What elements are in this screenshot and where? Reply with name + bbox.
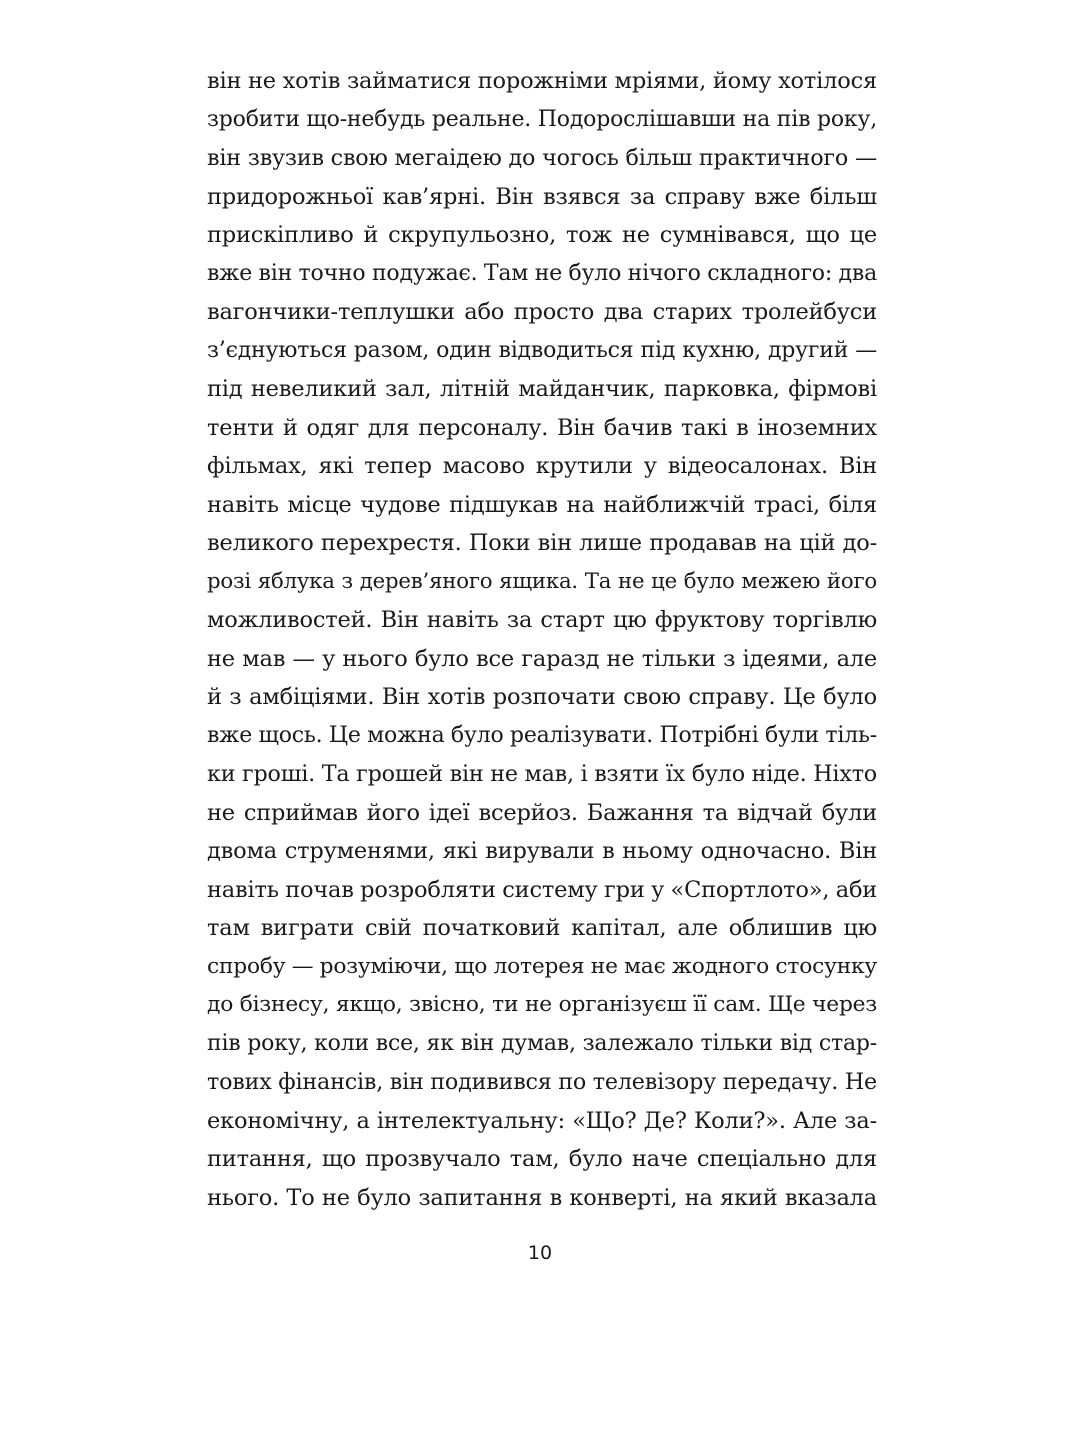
text-line: там виграти свій початковий капітал, але облишив цю xyxy=(207,915,877,941)
text-line: можливостей. Він навіть за старт цю фруктову торгівлю xyxy=(207,607,877,633)
text-line: спробу — розуміючи, що лотерея не має жодного стосунку xyxy=(207,953,877,979)
text-line: пів року, коли все, як він думав, залежало тільки від стар- xyxy=(207,1030,877,1056)
text-line: розі яблука з дерев’яного ящика. Та не це було межею його xyxy=(207,568,877,594)
text-line: придорожньої кав’ярні. Він взявся за справу вже більш xyxy=(207,183,877,210)
text-line: економічну, а інтелектуальну: «Що? Де? Коли?». Але за- xyxy=(207,1107,877,1134)
text-line: нього. То не було запитання в конверті, на який вказала xyxy=(207,1184,877,1211)
text-line: під невеликий зал, літній майданчик, парковка, фірмові xyxy=(207,376,877,402)
text-line: тенти й одяг для персоналу. Він бачив такі в іноземних xyxy=(207,414,877,441)
text-line: двома струменями, які вирували в ньому одночасно. Він xyxy=(207,838,877,864)
text-line: з’єднуються разом, один відводиться під кухню, другий — xyxy=(207,337,877,363)
text-line: не сприймав його ідеї всерйоз. Бажання та відчай були xyxy=(207,799,877,826)
text-line: ки гроші. Та грошей він не мав, і взяти їх було ніде. Ніхто xyxy=(207,761,877,787)
text-line: вже він точно подужає. Там не було нічого складного: два xyxy=(207,260,877,286)
page-number: 10 xyxy=(527,1242,553,1264)
text-line: він не хотів займатися порожніми мріями, йому хотілося xyxy=(207,68,877,94)
text-line: навіть місце чудове підшукав на найближчій трасі, біля xyxy=(207,491,877,518)
text-line: фільмах, які тепер масово крутили у відеосалонах. Він xyxy=(207,453,877,479)
text-line: він звузив свою мегаідею до чогось більш практичного — xyxy=(207,145,877,171)
text-line: прискіпливо й скрупульозно, тож не сумнівався, що це xyxy=(207,222,877,248)
text-line: тових фінансів, він подивився по телевізору передачу. Не xyxy=(207,1069,877,1095)
text-line: навіть почав розробляти систему гри у «Спортлото», аби xyxy=(207,876,878,903)
text-line: й з амбіціями. Він хотів розпочати свою справу. Це було xyxy=(207,684,877,710)
body-text xyxy=(207,62,877,1217)
text-line: вже щось. Це можна було реалізувати. Потрібні були тіль- xyxy=(207,722,877,748)
text-line: не мав — у нього було все гаразд не тільки з ідеями, але xyxy=(207,645,877,672)
text-line: великого перехрестя. Поки він лише продавав на цій до- xyxy=(207,530,877,556)
text-line: зробити що-небудь реальне. Подорослішавши на пів року, xyxy=(207,106,877,132)
text-line: вагончики-теплушки або просто два старих тролейбуси xyxy=(207,299,877,325)
text-line: питання, що прозвучало там, було наче спеціально для xyxy=(207,1146,877,1172)
text-line: до бізнесу, якщо, звісно, ти не організуєш її сам. Ще через xyxy=(207,992,877,1017)
